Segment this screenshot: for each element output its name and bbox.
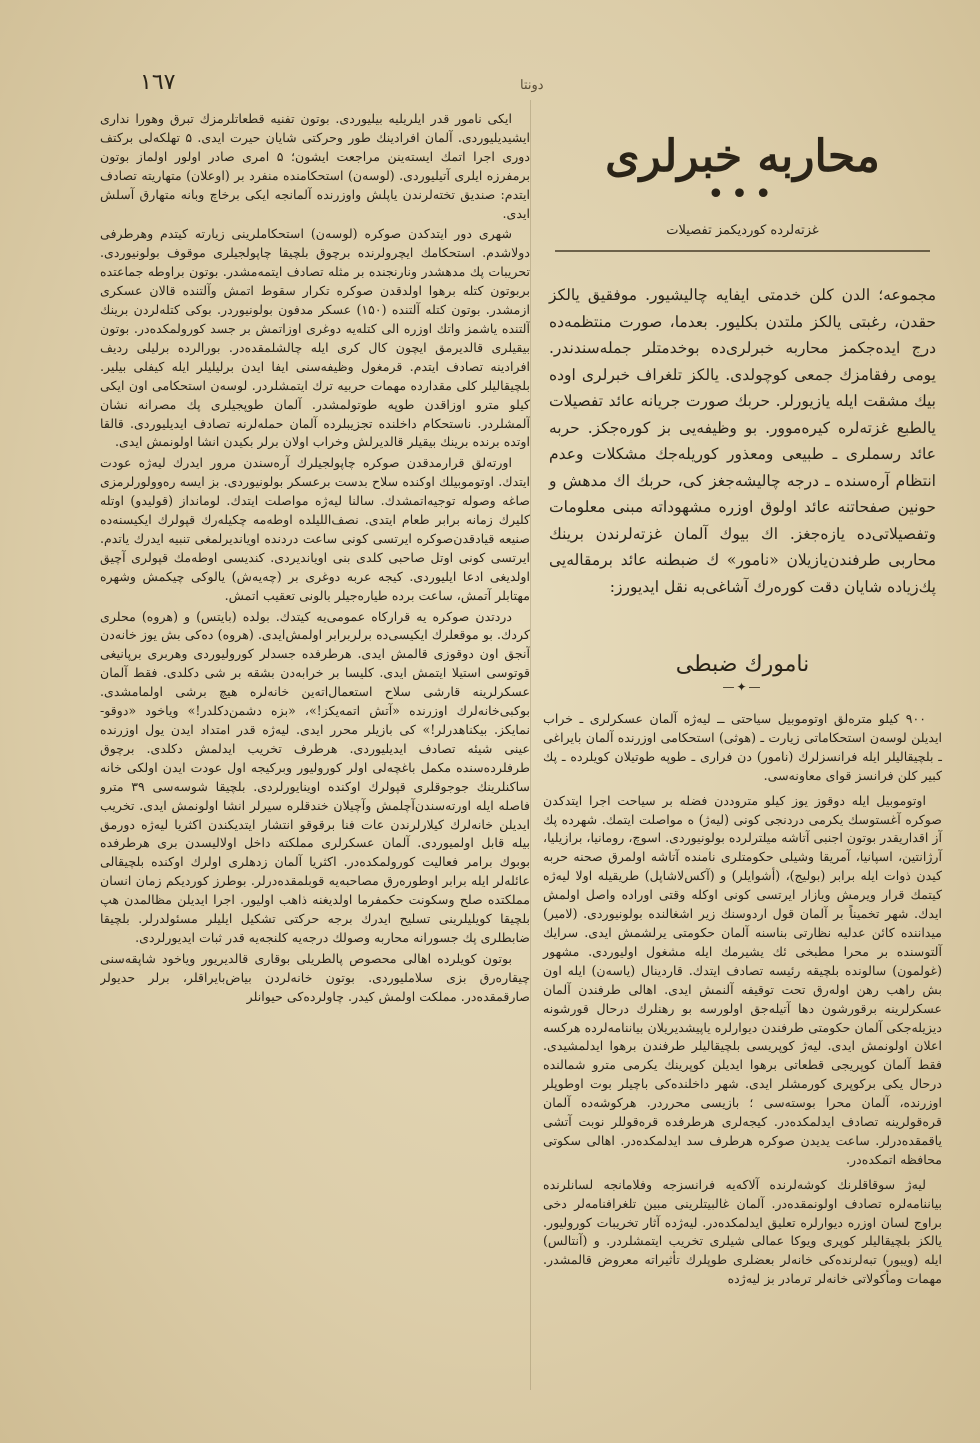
intro-paragraph: مجموعه؛ الدن کلن خدمتی ایفایه چالیشیور. موفقیق یالکز حقدن، رغبتی یالکز ملتدن بکلیور. بعدما، صورت منتظمه‌ده درج ایده‌جکمز محاربه خبرلری‌ده بوخدمتلر جمله‌سندندر. یومی رفقامزك جمعی کوچولدی. یالکز تلغراف خبرلری اوده بیك مشقت ایله یازیورلر. حربك صورت جریانه عائد تفصیلات یالطبع غزته‌لره کیره‌موور. بو وظیفه‌یی بز کوره‌جکز. حربه عائد رسملری ـ طبیعی ومعذور کوریله‌جك مشکلات وعدم انتظام آره‌سنده ـ درجه چالیشه‌جغز کی، حربك اك مدهش و حونین صفحاتنه عائد اولوق اوزره مشهوداته مبنی معلومات وتفصیلاتی‌ده یازه‌جغز. اك بیوك آلمان غزته‌لرندن برینك محاربی طرفندن‌یازیلان «نامور» ك ضبطنه عائد برمقاله‌یی پك‌زیاده شایان دقت کوره‌رك آشاغی‌به نقل ایدیورز: (549, 286, 936, 596)
headline-subtitle: غزته‌لرده کوردیکمز تفصیلات (666, 223, 819, 238)
right-paragraph-2: اوتوموبیل ایله دوقوز یوز کیلو متروددن فضله بر سیاحت اجرا ایتدکدن صوکره آغستوسك یکرمی دردنجی کونی (لیه‌ژ) ه مواصلت ایتمك. شهرده پك آز اقداریقدر بوتون اجنبی آتاشه میلترلرده بولونیوردی. اسوچ، رومانیا، برازیلیا، آرژانتین، اسپانیا، آمریقا وشیلی حکومتلری نامنده آتاشه اولمرق صحنه حربه کیدن ذوات ایله برابر (بوليج)، (أشوایلر) و (آکس‌لاشاپل) طریقیله اولا لیه‌ژه کیتمك قرار ویرمش ویازار ایرتسی کونی اوکله وقتی اوراده واصل اولمش ایدك. شهر تخمیناً بر آلمان قول اردوسنك زیر اشغالنده بولونیوردی. (لامیر) میداننده کائن عدلیه نظارتی بناسنه آلمان حکومتی یرلشمش ایدی. سرایك آلتوسنده بر محرا مطبخی ئك یشیرمك ایله مشغول اولیوردی. مشهور (غولمون) سالونده بلچیقه رئیسه تصادف ایتدك. قاردینال (یاسه‌ن) ایله اون بش راهب رهن اولەرق تحت توقیفه آلنمش ایدی. اهالی طرفندن آلمان عسکرلرینه برقورشون دها آتیلەجق اولورسه بو رهنلرك درحال قورشونه دیزیلەجکی آلمان حکومتی طرفندن دیوارلره یاپیشدیریلان بیاننامه‌لرده هرکسه اعلان اولونمش ایدی. لیه‌ژ کوپریسی بلچیقالیلر طرفندن برهوا ایدلمشیدی. فقط آلمان کوپریجی قطعاتی برهوا ایدیلن کوپرینك یکرمی مترو شمالنده درحال یکی برکوپری کورمشلر ایدی. شهر داخلنده‌کی باچیلر بوت اوطوپلر اوزرنده، آلمان محرا بوسته‌سی ؛ بازیسی محرردر. هرکوشه‌ده آلمان قره‌قولرینه تصادف ایدلمکده‌در. کیجه‌لری هرطرفده قرەقوللر نوبت آتشی یاقمقده‌درلر. ساعت یدیدن صوکره هرطرف سد ایدلمکده‌در. اهالی سکوتی محافظه اتمکده‌در. (543, 792, 942, 1167)
page-number: ١٦٧ (140, 70, 176, 95)
left-paragraph-3: اورته‌لق قرارمدقدن صوکره چاپولجیلرك آره‌سندن مرور ایدرك لیه‌ژه عودت ایتدك. اوتوموبیلك اوکنده سلاح بدست برعسکر بولونیوردی. بز ایسه رەوولورلرمزی صاغه وصوله توجیه‌اتمشدك. سالنا لیه‌ژه مواصلت ایتدك. لومانداز (قوليدو) اوتله کلیرك زمانه برابر طعام ایتدی. نصف‌اللیلده اوطه‌مه چکیله‌رك قپولرك ایکیسنه‌ده صنیعه قیادقدن‌صوکره ایرتسی کونی ساعت دردنده اویاندیرلمغی تنبیه ایدرك یاتدم. ایرتسی کونی اوتل صاحبی کلدی بنی اویاندیردی. کندیسی اوطه‌مك قپولری آچیق اولدیغی ادعا ایلیوردی. کیجه عربه دوغری بر (چه‌یه‌ش) یالوکی چیکمش وشهره مهتابلر آتمش، ساعت برده طیاره‌جیلر بالونی تعقیب اتمش. (100, 455, 530, 603)
right-body (543, 710, 942, 1289)
headline-dots: ••• (706, 177, 779, 212)
section-title: نامورك ضبطی (675, 652, 810, 677)
left-paragraph-2: شهری دور ایتدکدن صوکره (لوسه‌ن) استحکاملرینی زیارته کیتدم وهرطرفی دولاشدم. استحکامك ایچرولرنده برچوق بلچیقا چاپولجیلری موقوف بولونیوردی. تحریبات پك مدهشدر ونارنجنده بر مثله تصادف ایتمه‌مشدر. بوتون براوطه جماعتده بربوتون کتله برهوا اولدقدن صوکره تکرار سقوط اتمش وآلتنده قالان عسکری ازمشدر. بوتون کتله آلتنده (۱۵۰) عسکر مدفون بولونیوردر. بوکی کتله‌لردن برینك آلتنده یاشمز واتك اوزره الی کتله‌یه دوغری اوزاتمش بر جسد کورولمکده‌در. بوتون بیقیلری قالدیرمق ایچون کال کری ایله چالشلمقده‌در. بورالرده برلیلی ردیف افرادینه تصادف ایتدم. قرمغول وظیفه‌سنی ایفا ایدن برلیلیلر ایله کیفلی بیلیر. بلچیقالیلر کلی مقدارده مهمات حربیه ترك ایتمشلردر. لوسه‌ن استحکامی اون ایکی کیلو مترو اوزاقدن طوپه طوتولمشدر. آلمان طوپجیلری پك مصرانه نشان آلمشلردر. ناستحکام داخلنده تجزیبلرده آلمان حمله‌لرنه تصادف ایدیلیوردی. قالقا اوتده برنده برینك بیقیلر قالدیرلش وخراب اولان برلر بکیدن انشا اولونمش ایدی. (100, 226, 530, 450)
headline-title: محاربه خبرلری (605, 131, 880, 182)
right-paragraph-1: ۹۰۰ کیلو متره‌لق اوتوموبیل سیاحتی ــ لیه‌ژه آلمان عسکرلری ـ خراب ایدیلن لوسه‌ن استحکاماتی زیارت ـ (هوثی) استحکامی اوزرنده آلمان بایراغی ـ بلچیقالیلر ایله فرانسزلرك (نامور) دن فراری ـ طوپه طوتیلان کویلرده ـ پك کبیر کلن فرانسز قوای معاونه‌سی. (543, 711, 942, 783)
left-paragraph-4: دردتدن صوکره یه قرارکاه عمومی‌یه کیتدك. بولده (بایتس) و (هروه) محلری کردك. بو موقعلرك ایکیسی‌ده برلربرابر اولمش‌ایدی. (هروه) ده‌کی بش یوز خانه‌دن آنجق اون دوقوزی قالمش ایدی. هرطرفده جسدلر کورولیوردی وهربری برپانیغی قوتوسی استیلا ایتمش ایدی. کلیسا بر خرابه‌دن بشقه بر شی دکلدی. فقط آلمان عسکرلرینه قارشی سلاح استعمال‌اته‌ین خانه‌لره هیچ برشی اولمامشدی. بوکبی‌خانه‌لرك اوزرنده «آتش اتمه‌یکز!»، «بزه دشمن‌دکلدر!» ویاخود «دوقو-نمایکز. بیکناهدرلر!» کی بازیلر محرر ایدی. لیه‌ژه قدر امتداد ایدن یول اوزرنده عینی شیئه تصادف ایدیلیوردی. هرطرف تخریب ایدلمش دکلدی. برچوق طرفلرده‌سنده مکمل باغچه‌لی اولر کورولیور وبرکیجه اول عودت ایدن اولکی خانه ساکنلرینك جوجوقلری قپولرك اوکنده اوینایورلردی. بلچیقا شوسه‌سی ۳۹ مترو فاصله ایله اورته‌سندن‌آچلمش وآچیلان خندقلره سیرلر انشا اولونمش ایدی. تخریب ایدیلن خانه‌لرك کیلارلرندن عات فنا برقوقو انتشار ایتدیکندن اکثریا لیه‌ژه دورمق بیله قابل اولمیوردی. آلمان عسکرلری مملکته داخل اولالیسدن بری هرطرفده بوبوك برامر فعالیت کورولمکده‌در. اکثریا آلمان زدهلری اولرك اوکنده بلچیقالی عائله‌لر ایله برابر اوطورەرق مصاحبەیه قوبلمقده‌درلر. بوطرز کوردیکم زمان انسان مملکتده صلح وسکونت حکمفرما اولدیغنه ذاهب اولیور. اجرا ایدیلن مظالمدن هپ بلچیقا کویلیلرینی تسلیح ایدرك برجه حرکتی تشکیل ایلیلر مسئولدرلر. بلچیقا ضابطلری پك جسورانه محاربه وصولك درجه‌یه کلنجه‌یه قدر ثبات ایدیورلردی. (100, 608, 530, 945)
section-ornament: —✦— (722, 680, 763, 694)
left-column (100, 110, 530, 1390)
column-divider (530, 100, 531, 1390)
left-paragraph-5: بوتون کویلرده اهالی محصوص پالطریلی بوقاری قالدیریور ویاخود شاپقه‌سنی چیقاره‌رق بزی سلاملیوردی. بوتون خانه‌لردن بیاض‌بایراقلر، برلر حدیولر صارقمقده‌در. مملکت اولمش کیدر. چاولرده‌کی حیوانلر (100, 950, 530, 1004)
page-mark: ﺩﻭﻧﺘﺎ (520, 78, 544, 93)
left-paragraph-1: ایکی نامور قدر ایلریلیه بیلیوردی. بوتون تفنیه قطعاتلرمزك تبرق وهورا نداری ایشیدیلیوردی. آلمان افرادینك طور وحرکتی شایان حیرت ایدی. ۵ تهلکه‌لی برکتف دوری اجرا اتمك ایسته‌ینن مراجعت ایشون؛ ۵ امری صادر اولور اولماز بوتون برمفرزه ایلری آتیلیوردی. (لوسه‌ن) استحکامنده منفرد بر (اوعلان) متهاریته تصادف ایتدم: صندیق تخته‌لرندن یاپلش واوزرنده آلمانجه ایکی برخاچ وبانه متهارق آسلش ایدی. (100, 111, 530, 221)
right-paragraph-3: لیه‌ژ سوقاقلرنك کوشه‌لرنده آلاکه‌یه فرانسزجه وفلامانجه لسانلرنده بیاننامه‌لره تصادف اولونمقده‌در. آلمان غالبیتلرینی مبین تلغرافنامه‌لر دخی براوج لسان اوزره دیوارلره تعلیق ایدلمکده‌در. لیه‌ژده آثار تخریبات کورولیور. یالکز بلچیقالیلر کوپری ویوکا عمالی شیلری تخریب ایتمشلردر. و (آنتالس) ایله (ویبور) تبه‌لرنده‌کی خانه‌لر بعضلری طوپلرك تأثیراته معروض قالمشدر. مهمات ومأکولاتی خانه‌لر ترمادر بز لیه‌ژده (543, 1176, 942, 1287)
right-column (535, 110, 950, 1390)
headline-rule (555, 250, 930, 252)
